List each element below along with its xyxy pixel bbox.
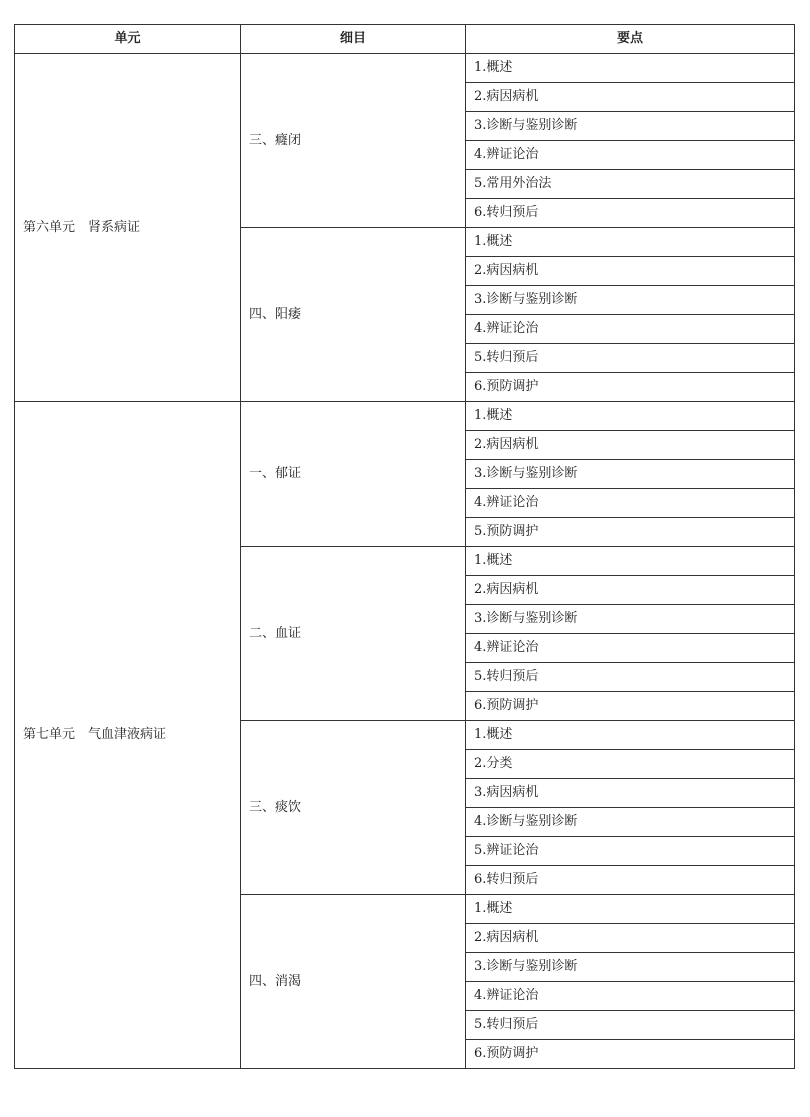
- unit-cell: 第七单元 气血津液病证: [15, 402, 241, 1069]
- point-cell: 1.概述: [466, 895, 795, 924]
- point-cell: 4.诊断与鉴别诊断: [466, 808, 795, 837]
- table-row: [15, 402, 795, 431]
- point-cell: 4.辨证论治: [466, 634, 795, 663]
- point-cell: 2.病因病机: [466, 257, 795, 286]
- point-cell: 5.转归预后: [466, 344, 795, 373]
- point-cell: 2.病因病机: [466, 83, 795, 112]
- syllabus-table: [14, 24, 795, 1069]
- point-cell: 2.病因病机: [466, 924, 795, 953]
- point-cell: 1.概述: [466, 402, 795, 431]
- point-cell: 5.常用外治法: [466, 170, 795, 199]
- header-unit: 单元: [15, 25, 241, 54]
- point-cell: 4.辨证论治: [466, 982, 795, 1011]
- item-cell: 四、消渴: [241, 895, 466, 1069]
- point-cell: 3.诊断与鉴别诊断: [466, 286, 795, 315]
- point-cell: 1.概述: [466, 54, 795, 83]
- point-cell: 5.转归预后: [466, 663, 795, 692]
- point-cell: 2.病因病机: [466, 576, 795, 605]
- point-cell: 4.辨证论治: [466, 315, 795, 344]
- point-cell: 3.诊断与鉴别诊断: [466, 605, 795, 634]
- point-cell: 1.概述: [466, 721, 795, 750]
- point-cell: 2.病因病机: [466, 431, 795, 460]
- item-cell: 二、血证: [241, 547, 466, 721]
- unit-cell: 第六单元 肾系病证: [15, 54, 241, 402]
- point-cell: 6.预防调护: [466, 373, 795, 402]
- item-cell: 一、郁证: [241, 402, 466, 547]
- point-cell: 3.诊断与鉴别诊断: [466, 460, 795, 489]
- point-cell: 3.病因病机: [466, 779, 795, 808]
- header-point: 要点: [466, 25, 795, 54]
- item-cell: 四、阳痿: [241, 228, 466, 402]
- item-cell: 三、癃闭: [241, 54, 466, 228]
- point-cell: 1.概述: [466, 228, 795, 257]
- point-cell: 5.预防调护: [466, 518, 795, 547]
- item-cell: 三、痰饮: [241, 721, 466, 895]
- point-cell: 2.分类: [466, 750, 795, 779]
- point-cell: 6.转归预后: [466, 199, 795, 228]
- point-cell: 6.预防调护: [466, 1040, 795, 1069]
- point-cell: 6.预防调护: [466, 692, 795, 721]
- point-cell: 5.转归预后: [466, 1011, 795, 1040]
- point-cell: 1.概述: [466, 547, 795, 576]
- point-cell: 3.诊断与鉴别诊断: [466, 953, 795, 982]
- header-item: 细目: [241, 25, 466, 54]
- table-body: [15, 54, 795, 1069]
- point-cell: 4.辨证论治: [466, 489, 795, 518]
- point-cell: 3.诊断与鉴别诊断: [466, 112, 795, 141]
- point-cell: 5.辨证论治: [466, 837, 795, 866]
- table-header-row: [15, 25, 795, 54]
- table-row: [15, 54, 795, 83]
- point-cell: 6.转归预后: [466, 866, 795, 895]
- point-cell: 4.辨证论治: [466, 141, 795, 170]
